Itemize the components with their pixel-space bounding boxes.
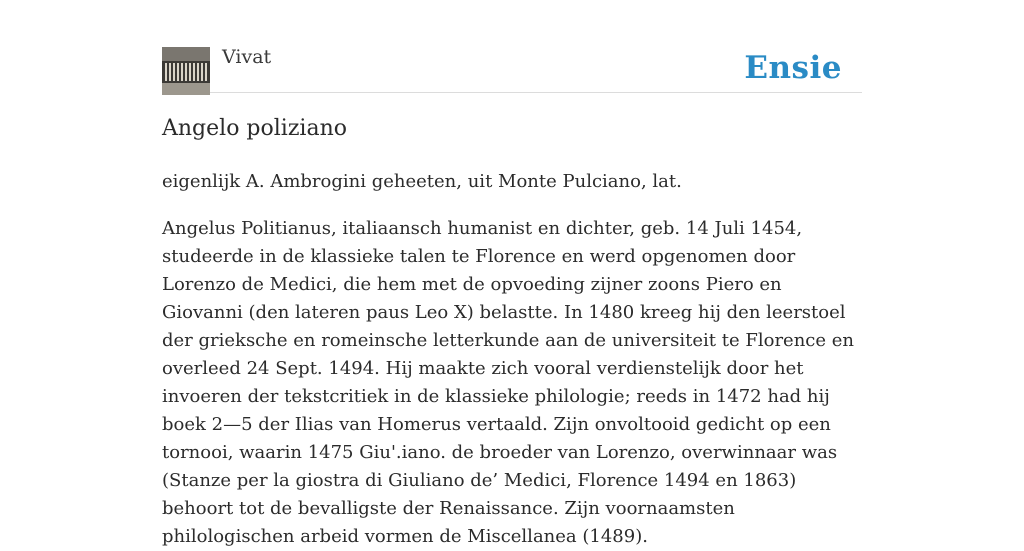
body-paragraph: Angelus Politianus, italiaansch humanist en dichter, geb. 14 Juli 1454, studeerde in de klassieke talen te Florence en werd opgenomen door Lorenzo de Medici, die hem met de opvoeding zijner zoons Piero en Giovanni (den lateren paus Leo X) belastte. In 1480 kreeg hij den leerstoel der grieksche en romeinsche letterkunde aan de universiteit te Florence en overleed 24 Sept. 1494. Hij maakte zich vooral verdienstelijk door het invoeren der tekstcritiek in de klassieke philologie; reeds in 1472 had hij boek 2—5 der Ilias van Homerus vertaald. Zijn onvoltooid gedicht op een tornooi, waarin 1475 Giu'.iano. de broeder van Lorenzo, overwinnaar was (Stanze per la giostra di Giuliano de’ Medici, Florence 1494 en 1863) behoort tot de bevalligste der Renaissance. Zijn voornaamsten philologischen arbeid vormen de Miscellanea (1489). [162, 218, 854, 547]
author-name[interactable]: Vivat [222, 46, 272, 68]
intro-paragraph: eigenlijk A. Ambrogini geheeten, uit Monte Pulciano, lat. [162, 171, 682, 192]
page-title: Angelo poliziano [162, 116, 347, 141]
page-container [162, 0, 862, 547]
avatar[interactable] [162, 47, 210, 95]
header [162, 0, 862, 93]
bookshelf-icon [162, 47, 210, 95]
brand-logo[interactable]: Ensie [744, 50, 842, 86]
